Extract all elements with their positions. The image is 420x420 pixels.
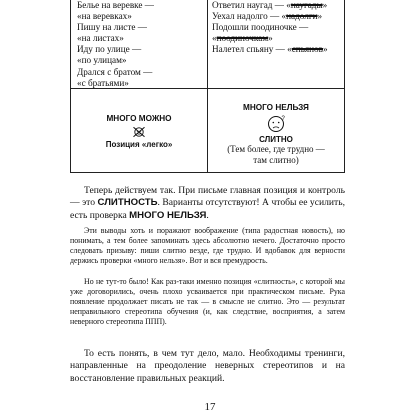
paragraph-main-position: Теперь действуем так. При письме главная позиция и контроль — это СЛИТНОСТЬ. Варианты отсутствуют! А чтобы ее усилить, есть проверка МНОГО НЕЛЬЗЯ. (70, 185, 345, 221)
cell-note: (Тем более, где трудно — (227, 144, 325, 154)
example-line: Белье на веревке — (77, 0, 154, 10)
paragraph-trainings: То есть понять, в чем тут дело, мало. Необходимы тренинги, направленные на преодоление неверных стереотипов и на восстановление правильных реакций. (70, 348, 345, 384)
table-cell-examples-right (212, 0, 342, 55)
rules-table (70, 0, 345, 173)
example-line: «на веревках» (77, 11, 132, 22)
example-line: Пишу на листе — (77, 22, 147, 33)
question-face-icon (266, 115, 286, 133)
struck-word: наугады (290, 0, 323, 10)
cell-heading: МНОГО НЕЛЬЗЯ (243, 103, 309, 112)
crossed-out-face-icon (132, 126, 146, 138)
example-line: «по улицам» (77, 55, 127, 66)
struck-word: надолги (286, 11, 318, 22)
svg-text:?: ? (281, 116, 285, 122)
table-cell-examples-left (77, 0, 205, 89)
example-line: Дрался с братом — (77, 66, 153, 77)
emphasis-term: МНОГО НЕЛЬЗЯ (129, 209, 207, 221)
example-line: «на листах» (77, 33, 124, 44)
cell-label: Позиция «легко» (105, 140, 173, 149)
example-line: Подошли поодиночке — (212, 22, 309, 33)
example-line: Иду по улице — (77, 44, 142, 55)
table-cell-many-forbidden (208, 89, 344, 166)
page-number: 17 (204, 401, 216, 413)
emphasis-term: СЛИТНОСТЬ (97, 197, 158, 209)
example-line: Налетел спьяну — «спьянов» (212, 44, 328, 55)
example-line: Уехал надолго — «надолги» (212, 11, 323, 22)
paragraph-but-not-so: Но не тут-то было! Как раз-таки именно позиция «слитность», с которой мы уже договорились, очень плохо усваивается при практическом письме. Рука появление продолжает писать не так — в смысле не слитно. Это — результат неправильного стереотипа обучения (и, как следствие, восприятия, а затем неверного стереотипа ППП). (70, 277, 345, 327)
cell-note: там слитно) (253, 155, 299, 165)
struck-word: поодиночкам (216, 33, 269, 44)
example-line: «с братьями» (77, 77, 129, 88)
example-line: «поодиночкам» (212, 33, 273, 44)
table-cell-many-allowed (71, 89, 207, 149)
struck-word: спьянов (291, 44, 323, 55)
paragraph-conclusions: Эти выводы хоть и поражают воображение (типа радостная новость), но понимать, а тем более запоминать здесь абсолютно нечего. Достаточно просто следовать призыву: пиши слитно везде, где трудно. И вдобавок для верности держись проверки «много нельзя». Вот и вся премудрость. (70, 226, 345, 266)
example-line: Ответил наугад — «наугады» (212, 0, 328, 10)
cell-subheading: СЛИТНО (259, 135, 293, 144)
cell-heading: МНОГО МОЖНО (106, 114, 172, 123)
